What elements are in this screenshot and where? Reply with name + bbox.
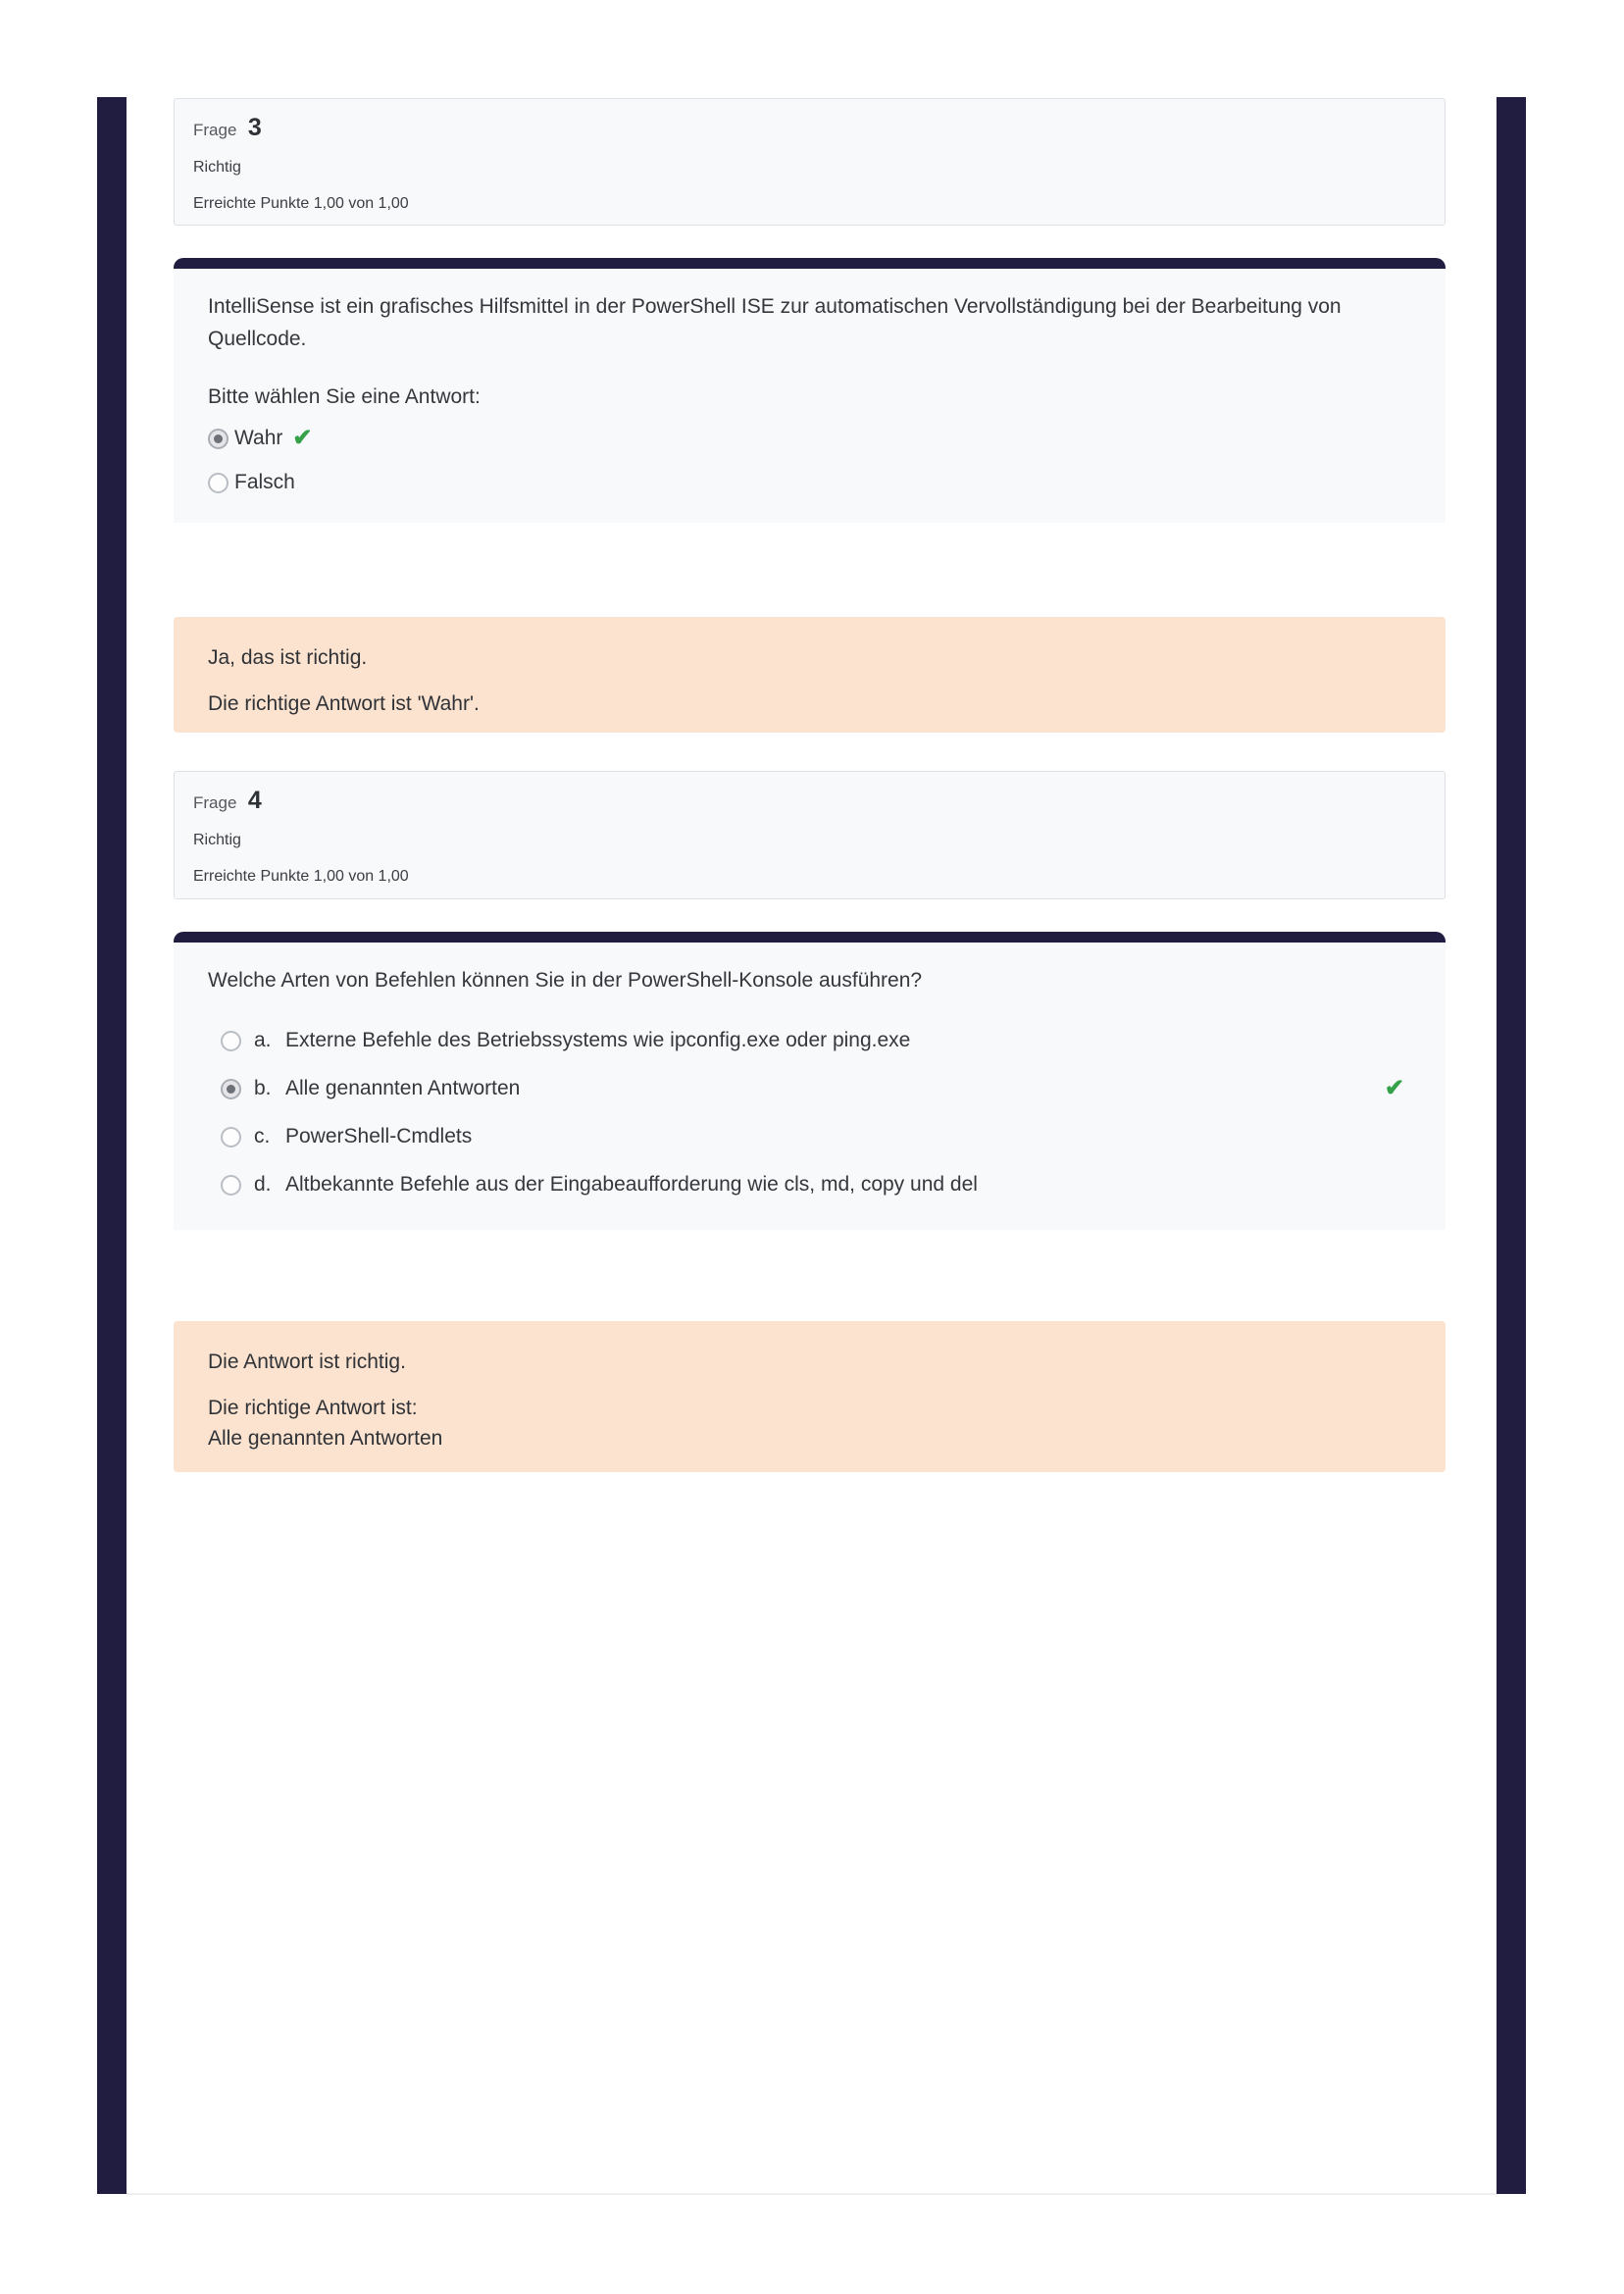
radio-unselected-icon[interactable] (221, 1127, 241, 1147)
question-3-text: IntelliSense ist ein grafisches Hilfsmittel in der PowerShell ISE zur automatischen Vervollständigung bei der Bearbeitung von Quellcode. (208, 295, 1342, 350)
question-4-text: Welche Arten von Befehlen können Sie in der PowerShell-Konsole ausführen? (208, 969, 923, 992)
option-label: Wahr (234, 427, 283, 449)
page-bottom-divider (127, 2193, 1497, 2195)
question-state-badge: Richtig (193, 159, 241, 176)
radio-unselected-icon[interactable] (221, 1175, 241, 1196)
option-label: PowerShell-Cmdlets (285, 1125, 473, 1147)
feedback-correct-answer-text: Alle genannten Antworten (208, 1427, 443, 1450)
option-label: Falsch (234, 471, 295, 493)
radio-unselected-icon[interactable] (221, 1031, 241, 1051)
feedback-correct-answer-label: Die richtige Antwort ist: (208, 1397, 418, 1419)
feedback-correct-answer-text: Die richtige Antwort ist 'Wahr'. (208, 692, 480, 715)
question-3-answer-prompt: Bitte wählen Sie eine Antwort: (208, 385, 481, 408)
question-4-option-c[interactable] (208, 1122, 1411, 1151)
option-letter: a. (254, 1029, 272, 1051)
question-points: Erreichte Punkte 1,00 von 1,00 (193, 195, 409, 212)
feedback-result-text: Die Antwort ist richtig. (208, 1351, 406, 1373)
question-state-badge: Richtig (193, 832, 241, 848)
question-4-number-line (193, 786, 1426, 819)
question-4-feedback-card (174, 1321, 1446, 1472)
question-4-content-card (174, 932, 1446, 1230)
radio-selected-icon[interactable] (221, 1079, 241, 1099)
radio-selected-icon[interactable] (208, 429, 228, 449)
question-4-info-card (174, 771, 1446, 899)
option-label: Altbekannte Befehle aus der Eingabeaufforderung wie cls, md, copy und del (285, 1173, 978, 1196)
question-number: 4 (247, 787, 262, 814)
option-label: Externe Befehle des Betriebssystems wie ipconfig.exe oder ping.exe (285, 1029, 911, 1051)
right-page-border (1497, 97, 1526, 2194)
question-3-number-line (193, 113, 1426, 146)
question-4-option-b[interactable] (208, 1074, 1411, 1103)
question-4-option-a[interactable] (208, 1026, 1411, 1055)
correct-check-icon: ✔ (292, 425, 313, 451)
correct-check-icon: ✔ (1384, 1075, 1404, 1101)
option-letter: b. (254, 1077, 272, 1099)
question-number: 3 (247, 114, 262, 141)
question-3-option-wahr[interactable] (208, 424, 1411, 453)
feedback-result-text: Ja, das ist richtig. (208, 646, 368, 669)
option-letter: d. (254, 1173, 272, 1196)
question-4-option-d[interactable] (208, 1170, 1411, 1199)
question-number-label: Frage (193, 793, 237, 812)
option-letter: c. (254, 1125, 271, 1147)
question-number-label: Frage (193, 121, 237, 139)
question-3-feedback-card (174, 617, 1446, 733)
question-points: Erreichte Punkte 1,00 von 1,00 (193, 868, 409, 885)
left-page-border (97, 97, 127, 2194)
question-3-content-card (174, 258, 1446, 523)
radio-unselected-icon[interactable] (208, 473, 228, 493)
option-label: Alle genannten Antworten (285, 1077, 521, 1099)
question-3-info-card (174, 98, 1446, 226)
question-3-option-falsch[interactable] (208, 468, 1411, 497)
